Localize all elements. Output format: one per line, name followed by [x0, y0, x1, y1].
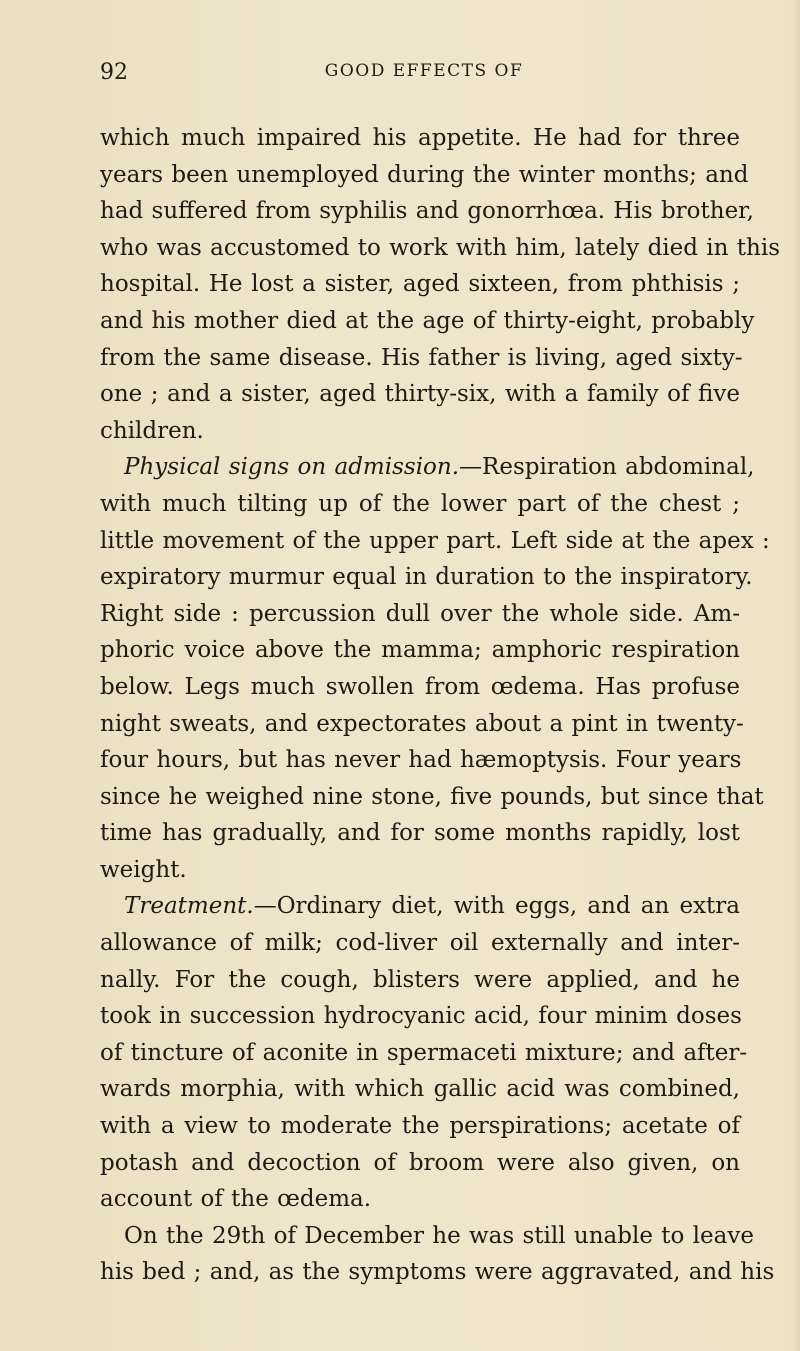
text-line — [100, 303, 755, 340]
body-text — [100, 120, 780, 1291]
text-line — [100, 669, 740, 706]
text-segment: wards morphia, with which gallic acid was combined, — [100, 1076, 740, 1103]
text-segment: weight. — [100, 856, 187, 883]
text-line — [100, 120, 740, 157]
text-line — [100, 1071, 740, 1108]
page-number: 92 — [100, 60, 128, 85]
text-segment: hospital. He lost a sister, aged sixteen, from phthisis ; — [100, 271, 740, 298]
page-header — [100, 60, 740, 90]
text-line — [100, 523, 770, 560]
text-segment: and his mother died at the age of thirty-eight, probably — [100, 307, 755, 334]
text-segment: little movement of the upper part. Left side at the apex : — [100, 527, 770, 554]
section-heading: Physical signs on admission. — [124, 454, 460, 481]
text-segment: phoric voice above the mamma; amphoric respiration — [100, 637, 740, 664]
text-segment: years been unemployed during the winter months; and — [100, 161, 749, 188]
text-segment: potash and decoction of broom were also given, on — [100, 1149, 740, 1176]
text-line — [100, 852, 740, 889]
text-segment: On the 29th of December he was still unable to leave — [124, 1222, 754, 1249]
text-line — [100, 1218, 754, 1255]
text-segment: from the same disease. His father is living, aged sixty- — [100, 344, 743, 371]
text-segment: —Ordinary diet, with eggs, and an extra — [253, 893, 740, 920]
text-segment: four hours, but has never had hæmoptysis. Four years — [100, 747, 742, 774]
text-segment: with a view to moderate the perspirations; acetate of — [100, 1113, 740, 1140]
text-line — [100, 742, 740, 779]
text-segment: time has gradually, and for some months rapidly, lost — [100, 820, 740, 847]
text-line — [100, 779, 764, 816]
running-title: GOOD EFFECTS OF — [324, 61, 524, 81]
text-line — [100, 157, 749, 194]
text-segment: allowance of milk; cod-liver oil externally and inter- — [100, 930, 740, 957]
text-segment: his bed ; and, as the symptoms were aggravated, and his — [100, 1259, 775, 1286]
text-segment: expiratory murmur equal in duration to the inspiratory. — [100, 564, 753, 591]
text-segment: one ; and a sister, aged thirty-six, with a family of five — [100, 381, 740, 408]
text-segment: —Respiration abdominal, — [459, 454, 755, 481]
text-line — [100, 376, 740, 413]
text-line — [100, 486, 740, 523]
text-line — [100, 1145, 740, 1182]
text-line — [100, 815, 740, 852]
text-line — [100, 340, 743, 377]
section-heading: Treatment. — [124, 893, 254, 920]
text-segment: nally. For the cough, blisters were applied, and he — [100, 966, 740, 993]
text-line — [100, 706, 744, 743]
text-line — [100, 1108, 740, 1145]
text-segment: with much tilting up of the lower part of the chest ; — [100, 490, 740, 517]
text-line — [100, 596, 740, 633]
text-line — [100, 413, 740, 450]
text-line — [100, 230, 780, 267]
text-line — [100, 998, 740, 1035]
page-edge-shadow — [790, 0, 800, 1351]
text-line — [100, 559, 753, 596]
text-segment: who was accustomed to work with him, lately died in this — [100, 234, 780, 261]
text-line — [100, 888, 740, 925]
text-segment: below. Legs much swollen from œdema. Has profuse — [100, 673, 740, 700]
text-line — [100, 925, 740, 962]
text-segment: of tincture of aconite in spermaceti mixture; and after- — [100, 1039, 748, 1066]
text-line — [100, 266, 740, 303]
text-segment: night sweats, and expectorates about a pint in twenty- — [100, 710, 744, 737]
text-line — [100, 193, 754, 230]
text-segment: took in succession hydrocyanic acid, four minim doses — [100, 1003, 742, 1030]
text-line — [100, 962, 740, 999]
text-segment: which much impaired his appetite. He had for three — [100, 125, 740, 151]
text-segment: children. — [100, 417, 204, 444]
text-line — [100, 632, 740, 669]
text-line — [100, 1035, 748, 1072]
text-segment: account of the œdema. — [100, 1186, 372, 1213]
text-segment: since he weighed nine stone, five pounds, but since that — [100, 783, 764, 810]
text-segment: had suffered from syphilis and gonorrhœa. His brother, — [100, 198, 754, 225]
text-segment: Right side : percussion dull over the whole side. Am- — [100, 600, 740, 627]
text-line — [100, 1181, 740, 1218]
text-line — [100, 1254, 775, 1291]
text-line — [100, 449, 755, 486]
